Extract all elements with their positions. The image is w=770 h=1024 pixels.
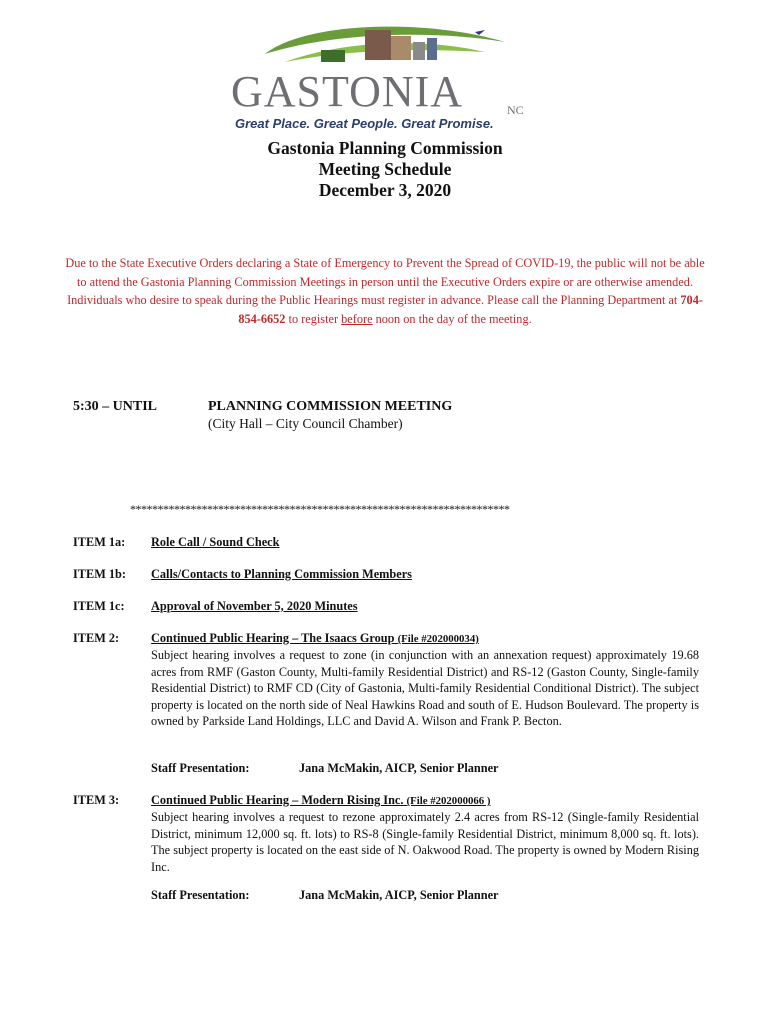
item-1a-title: Role Call / Sound Check — [151, 535, 280, 549]
item-1c-title: Approval of November 5, 2020 Minutes — [151, 599, 358, 613]
title-line-2: Meeting Schedule — [318, 159, 452, 179]
item-3-description: Subject hearing involves a request to rezone approximately 2.4 acres from RS-12 (Single-family Residential District, minimum 12,000 sq. ft. lots) to RS-8 (Single-family Residential District, minimum 8,000 sq. ft. lots). The subject property is located on the east side of N. Oakwood Road. The property is owned by Modern Rising Inc. — [151, 810, 699, 874]
item-2-description: Subject hearing involves a request to zone (in conjunction with an annexation request) approximately 19.68 acres from RMF (Gaston County, Multi-family Residential District) and RS-12 (Gaston County, Single-family Residential District) to RMF CD (City of Gastonia, Multi-family Residential Conditional District). The subject property is located on the north side of Neal Hawkins Road and south of E. Hudson Boulevard. The property is owned by Parkside Land Holdings, LLC and David A. Wilson and Frank P. Becton. — [151, 648, 699, 729]
item-1c-label: ITEM 1c: — [73, 599, 125, 613]
item-3-file: (File #202000066 ) — [406, 795, 491, 807]
item-2-staff-name: Jana McMakin, AICP, Senior Planner — [299, 761, 499, 775]
gastonia-logo — [225, 22, 545, 134]
item-3-title — [151, 793, 491, 808]
notice-text-1: Due to the State Executive Orders declaring a State of Emergency to Prevent the Spread of COVID-19, the public will not be able to attend the Gastonia Planning Commission Meetings in person until the Executive Orders expire or are otherwise amended. Individuals who desire to speak during the Public Hearings must register in advance. Please call the Planning Department at — [65, 256, 705, 308]
item-2-title — [151, 631, 479, 646]
item-1b-title: Calls/Contacts to Planning Commission Members — [151, 567, 412, 581]
item-3-label: ITEM 3: — [73, 793, 120, 807]
item-1b-label: ITEM 1b: — [73, 567, 126, 581]
gastonia-logo-art — [225, 22, 545, 134]
item-1a-label: ITEM 1a: — [73, 535, 126, 549]
notice-text-3: noon on the day of the meeting. — [372, 311, 532, 326]
notice-phone: 704-854-6652 — [238, 293, 703, 326]
separator-stars: ********************************************************************* — [130, 502, 510, 516]
item-2-title-text: Continued Public Hearing – The Isaacs Group — [151, 631, 395, 645]
item-3-staff-name: Jana McMakin, AICP, Senior Planner — [299, 888, 499, 902]
item-2-staff-label: Staff Presentation: — [151, 761, 250, 775]
meeting-location: (City Hall – City Council Chamber) — [208, 416, 403, 431]
title-line-1: Gastonia Planning Commission — [267, 138, 503, 158]
item-2-file: (File #202000034) — [397, 633, 479, 645]
title-line-3: December 3, 2020 — [318, 180, 452, 200]
logo-tagline: Great Place. Great People. Great Promise. — [235, 116, 494, 131]
item-3-title-text: Continued Public Hearing – Modern Rising Inc. — [151, 793, 404, 807]
logo-state: NC — [507, 103, 524, 117]
item-2-label: ITEM 2: — [73, 631, 120, 645]
meeting-time: 5:30 – UNTIL — [73, 399, 158, 414]
meeting-title: PLANNING COMMISSION MEETING — [208, 399, 453, 414]
logo-wordmark: GASTONIA — [231, 67, 464, 116]
notice-underline-word: before — [341, 311, 373, 326]
covid-notice — [60, 254, 710, 328]
item-3-staff-label: Staff Presentation: — [151, 888, 250, 902]
notice-text-2: to register — [285, 311, 342, 326]
document-title — [0, 138, 770, 201]
